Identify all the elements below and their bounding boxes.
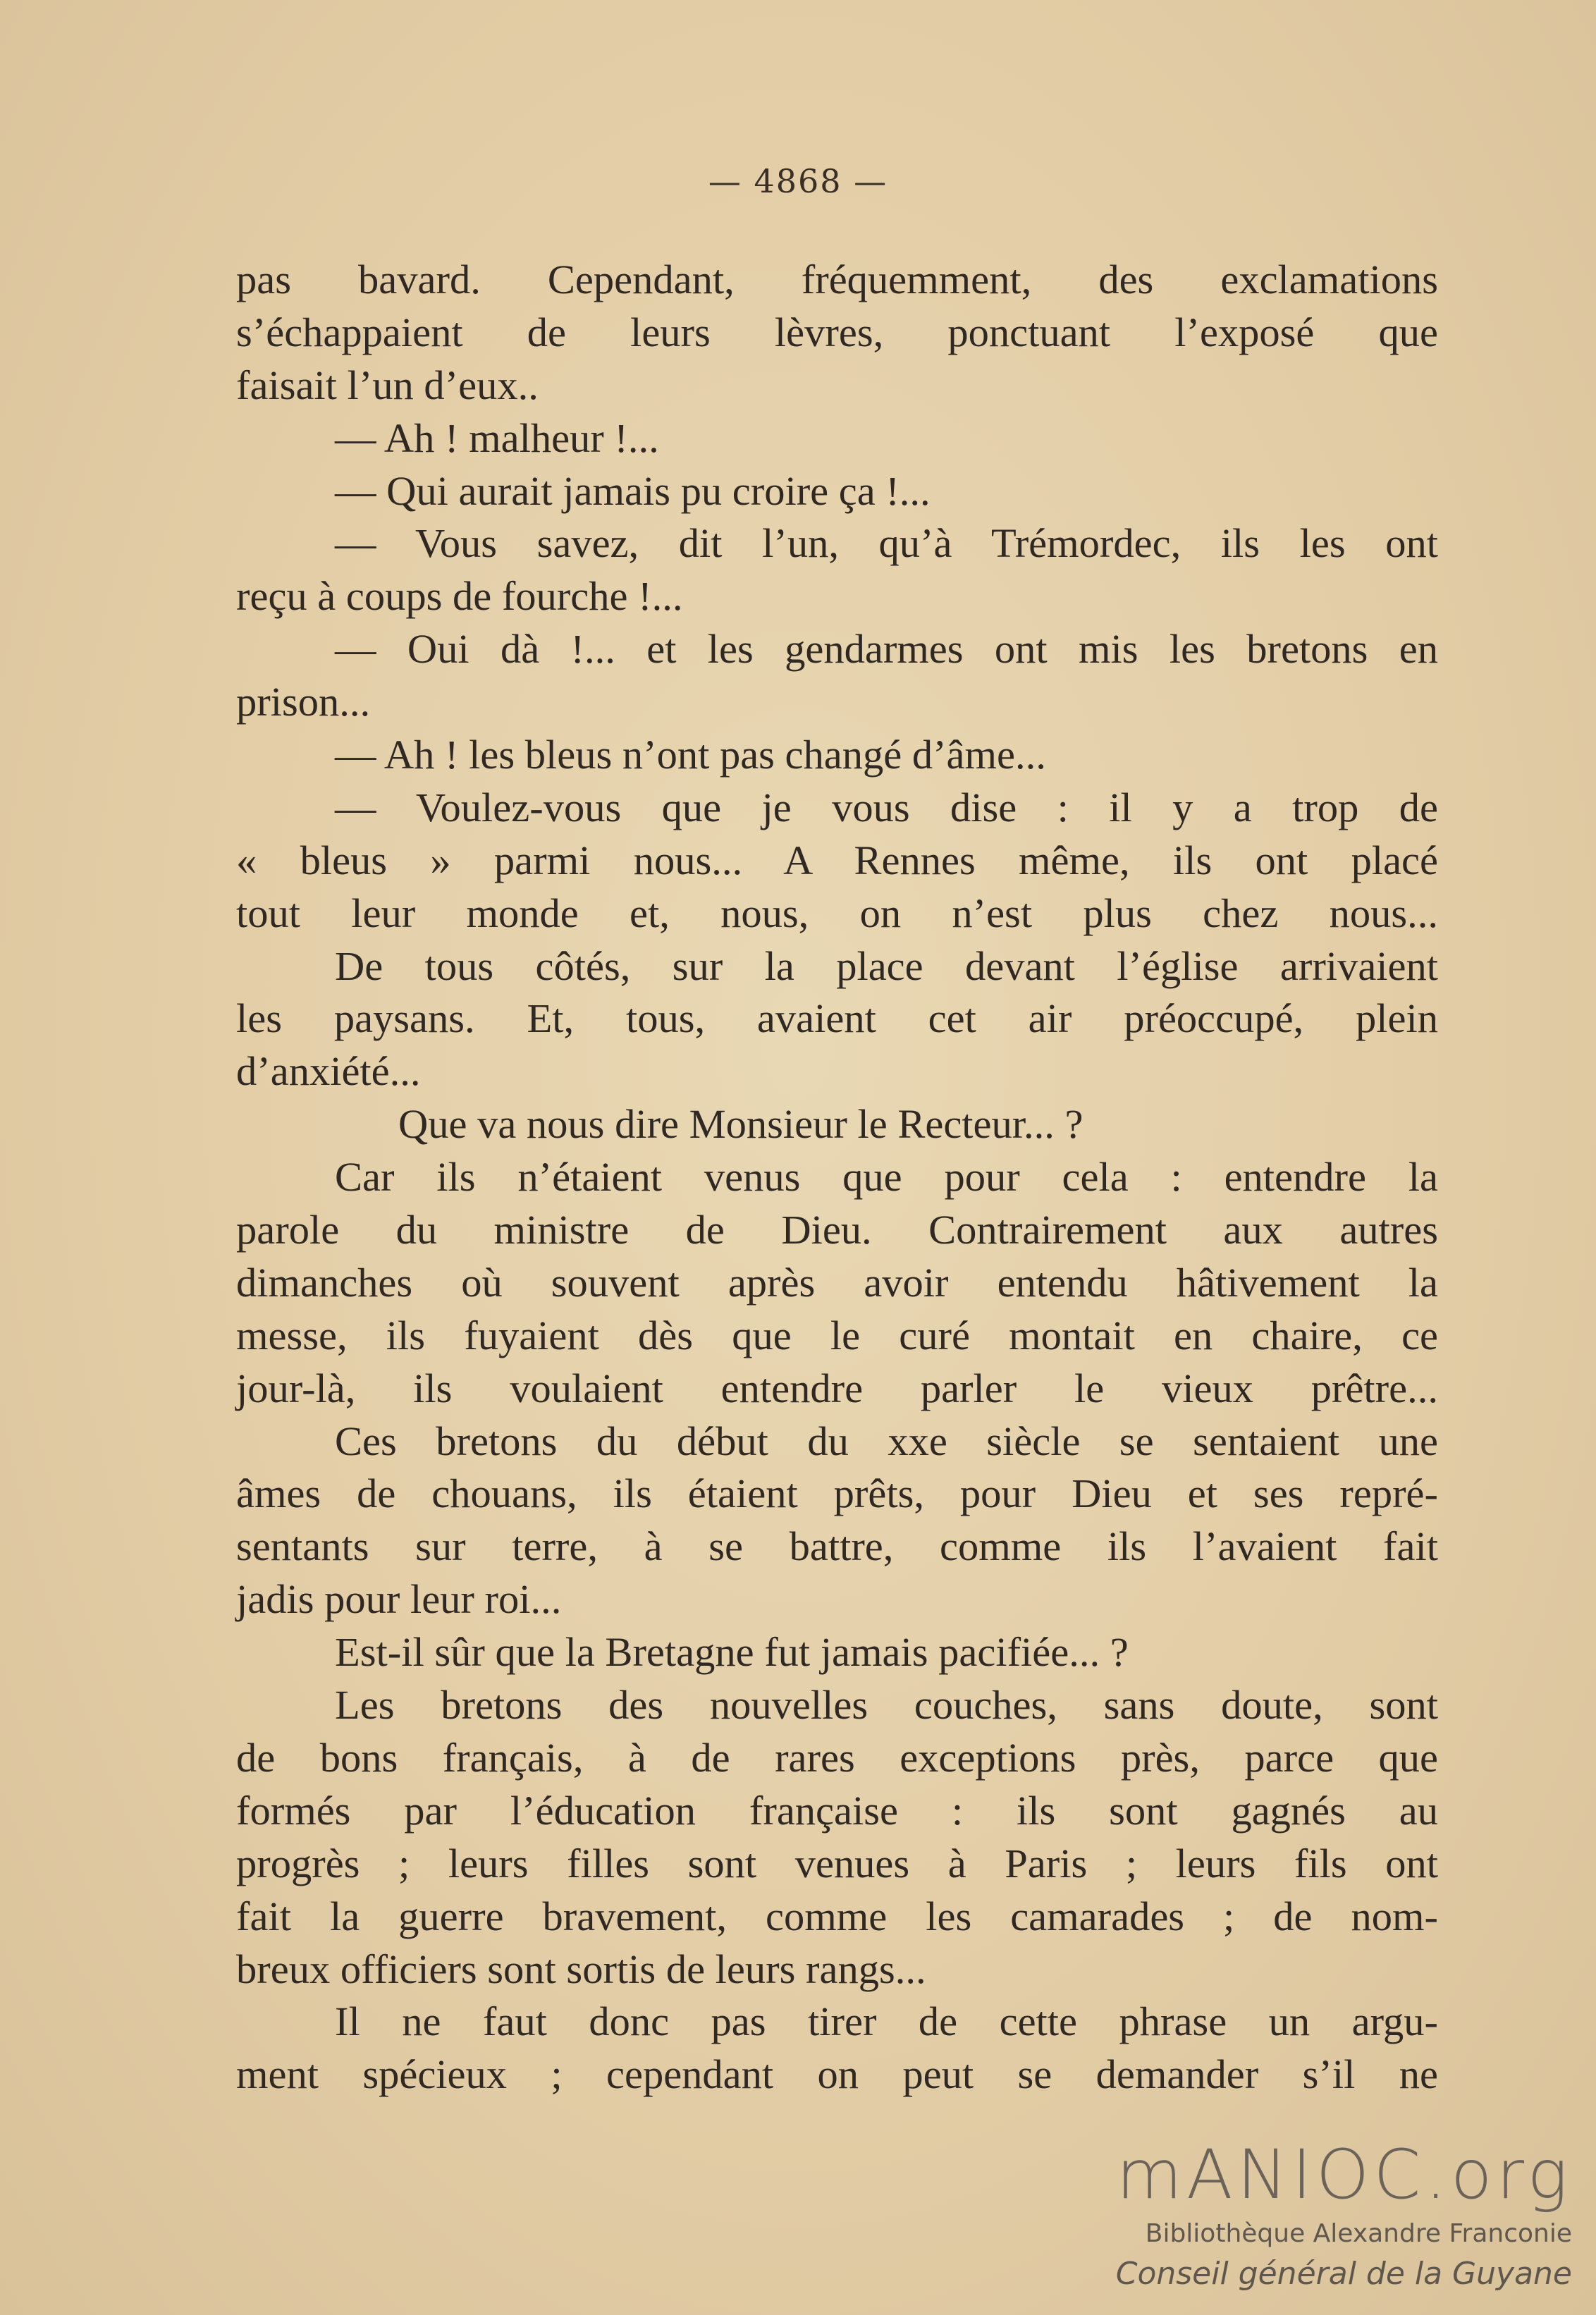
watermark-logo: mANIOC.org xyxy=(1116,2135,1572,2214)
text-line: sentants sur terre, à se battre, comme ils l’avaient fait xyxy=(236,1523,1438,1570)
text-line: — Ah ! malheur !... xyxy=(335,415,659,461)
text-line: jadis pour leur roi... xyxy=(236,1576,562,1623)
text-line: messe, ils fuyaient dès que le curé montait en chaire, ce xyxy=(236,1312,1438,1358)
text-line: âmes de chouans, ils étaient prêts, pour Dieu et ses repré- xyxy=(236,1470,1438,1517)
text-line: Les bretons des nouvelles couches, sans doute, sont xyxy=(335,1682,1438,1728)
body-text xyxy=(236,254,1438,2101)
text-line: les paysans. Et, tous, avaient cet air préoccupé, plein xyxy=(236,995,1438,1042)
text-line: Est-il sûr que la Bretagne fut jamais pacifiée... ? xyxy=(335,1629,1129,1676)
text-line: De tous côtés, sur la place devant l’église arrivaient xyxy=(335,942,1438,989)
text-line: de bons français, à de rares exceptions près, parce que xyxy=(236,1734,1438,1781)
text-line: Que va nous dire Monsieur le Recteur... ? xyxy=(398,1101,1084,1148)
text-line: dimanches où souvent après avoir entendu hâtivement la xyxy=(236,1259,1438,1306)
text-line: « bleus » parmi nous... A Rennes même, ils ont placé xyxy=(236,837,1438,883)
text-line: — Voulez-vous que je vous dise : il y a trop de xyxy=(335,784,1438,830)
text-line: pas bavard. Cependant, fréquemment, des exclamations xyxy=(236,257,1438,302)
text-line: parole du ministre de Dieu. Contrairement aux autres xyxy=(236,1207,1438,1253)
text-line: s’échappaient de leurs lèvres, ponctuant l’exposé que xyxy=(236,309,1438,355)
text-line: ment spécieux ; cependant on peut se demander s’il ne xyxy=(236,2051,1438,2098)
text-line: Il ne faut donc pas tirer de cette phrase un argu- xyxy=(335,1998,1438,2045)
text-line: — Vous savez, dit l’un, qu’à Trémordec, ils les ont xyxy=(335,520,1438,567)
text-line: tout leur monde et, nous, on n’est plus chez nous... xyxy=(236,890,1438,936)
text-line: Car ils n’étaient venus que pour cela : entendre la xyxy=(335,1154,1438,1201)
text-line: Ces bretons du début du xxe siècle se sentaient une xyxy=(335,1418,1438,1464)
text-line: faisait l’un d’eux.. xyxy=(236,362,539,408)
text-line: fait la guerre bravement, comme les camarades ; de nom- xyxy=(236,1893,1438,1939)
text-line: d’anxiété... xyxy=(236,1048,421,1095)
text-line: jour-là, ils voulaient entendre parler le vieux prêtre... xyxy=(236,1365,1438,1411)
text-line: reçu à coups de fourche !... xyxy=(236,573,683,620)
manioc-watermark xyxy=(1079,2135,1572,2296)
watermark-library: Bibliothèque Alexandre Franconie xyxy=(1145,2219,1572,2248)
text-line: — Qui aurait jamais pu croire ça !... xyxy=(335,467,931,514)
text-line: prison... xyxy=(236,679,371,725)
page-number: — 4868 — xyxy=(708,162,888,200)
text-line: progrès ; leurs filles sont venues à Paris ; leurs fils ont xyxy=(236,1840,1438,1886)
watermark-council: Conseil général de la Guyane xyxy=(1115,2256,1572,2292)
text-line: formés par l’éducation française : ils sont gagnés au xyxy=(236,1787,1438,1834)
text-line: — Ah ! les bleus n’ont pas changé d’âme... xyxy=(335,732,1046,778)
text-line: — Oui dà !... et les gendarmes ont mis les bretons en xyxy=(335,626,1438,673)
text-line: breux officiers sont sortis de leurs rangs... xyxy=(236,1946,926,1992)
